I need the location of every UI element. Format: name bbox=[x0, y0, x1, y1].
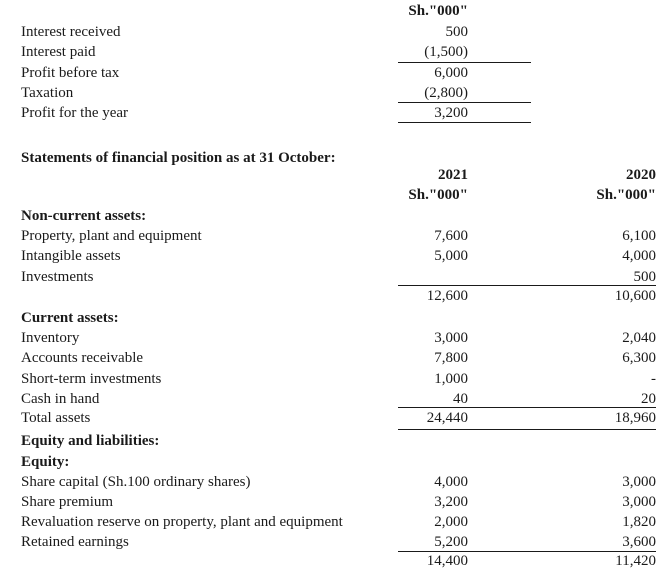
row-label: Revaluation reserve on property, plant and equipment bbox=[21, 514, 343, 530]
value-2021: 5,000 bbox=[434, 248, 468, 264]
total-assets-2021: 24,440 bbox=[426, 410, 468, 426]
equity-total-2021: 14,400 bbox=[426, 553, 468, 569]
value-2020: 6,100 bbox=[622, 228, 656, 244]
value-2020: 20 bbox=[641, 391, 656, 407]
row-label: Cash in hand bbox=[21, 391, 100, 407]
value-2021: 40 bbox=[453, 391, 468, 407]
income-label: Profit for the year bbox=[21, 105, 129, 121]
underline bbox=[398, 62, 531, 63]
income-label: Interest received bbox=[21, 24, 121, 40]
row-label: Share premium bbox=[21, 494, 114, 510]
income-unit-header: Sh."000" bbox=[408, 3, 468, 19]
section-heading: Non-current assets: bbox=[21, 208, 147, 224]
income-label: Profit before tax bbox=[21, 65, 120, 81]
total-assets-2020: 18,960 bbox=[614, 410, 656, 426]
equity-total-2020: 11,420 bbox=[615, 553, 656, 569]
value-2020: 3,000 bbox=[622, 494, 656, 510]
row-label: Accounts receivable bbox=[21, 350, 144, 366]
sfp-title: Statements of financial position as at 31 October: bbox=[21, 150, 336, 166]
income-value: 6,000 bbox=[434, 65, 468, 81]
unit-2021-header: Sh."000" bbox=[408, 187, 468, 203]
underline bbox=[398, 285, 656, 286]
value-2021: 7,800 bbox=[434, 350, 468, 366]
underline bbox=[398, 122, 531, 123]
unit-2020-header: Sh."000" bbox=[596, 187, 656, 203]
year-2021-header: 2021 bbox=[438, 167, 468, 183]
value-2021: 1,000 bbox=[434, 371, 468, 387]
value-2020: - bbox=[651, 371, 656, 387]
value-2020: 3,600 bbox=[622, 534, 656, 550]
income-value: 500 bbox=[445, 24, 468, 40]
income-label: Taxation bbox=[21, 85, 74, 101]
value-2021: 3,200 bbox=[434, 494, 468, 510]
underline bbox=[398, 407, 656, 408]
year-2020-header: 2020 bbox=[626, 167, 656, 183]
row-label: Total assets bbox=[21, 410, 91, 426]
value-2020: 1,820 bbox=[622, 514, 656, 530]
subtotal-2020: 10,600 bbox=[614, 288, 656, 304]
income-label: Interest paid bbox=[21, 44, 96, 60]
value-2020: 500 bbox=[633, 269, 656, 285]
value-2021: 5,200 bbox=[434, 534, 468, 550]
value-2020: 2,040 bbox=[622, 330, 656, 346]
row-label: Short-term investments bbox=[21, 371, 162, 387]
value-2021: 4,000 bbox=[434, 474, 468, 490]
income-value: 3,200 bbox=[434, 105, 468, 121]
row-label: Investments bbox=[21, 269, 94, 285]
row-label: Property, plant and equipment bbox=[21, 228, 202, 244]
section-heading: Current assets: bbox=[21, 310, 119, 326]
value-2020: 3,000 bbox=[622, 474, 656, 490]
value-2020: 6,300 bbox=[622, 350, 656, 366]
row-label: Share capital (Sh.100 ordinary shares) bbox=[21, 474, 251, 490]
row-label: Retained earnings bbox=[21, 534, 129, 550]
income-value: (2,800) bbox=[424, 85, 468, 101]
section-heading: Equity and liabilities: bbox=[21, 433, 160, 449]
subtotal-2021: 12,600 bbox=[426, 288, 468, 304]
value-2021: 2,000 bbox=[434, 514, 468, 530]
value-2020: 4,000 bbox=[622, 248, 656, 264]
value-2021: 3,000 bbox=[434, 330, 468, 346]
section-heading: Equity: bbox=[21, 454, 70, 470]
value-2021: 7,600 bbox=[434, 228, 468, 244]
row-label: Intangible assets bbox=[21, 248, 121, 264]
underline bbox=[398, 102, 531, 103]
underline bbox=[398, 429, 656, 430]
row-label: Inventory bbox=[21, 330, 80, 346]
income-value: (1,500) bbox=[424, 44, 468, 60]
